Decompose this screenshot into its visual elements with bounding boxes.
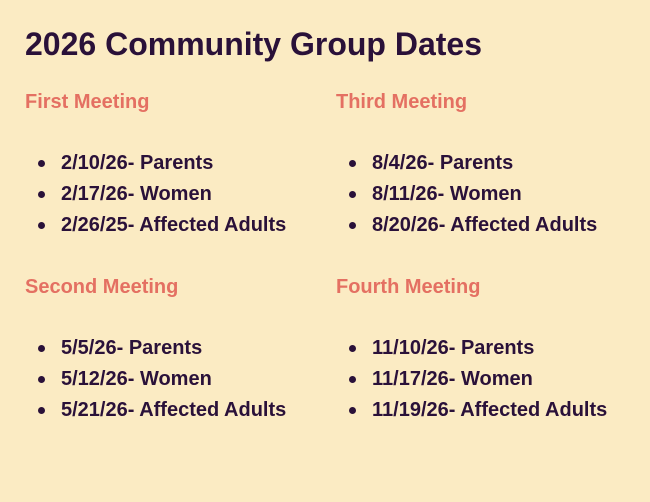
second-meeting-list [25,333,286,426]
list-item [336,333,607,364]
list-item-text: 5/5/26- Parents [61,337,203,359]
list-item [336,148,597,179]
list-item [25,148,286,179]
bullet-icon [349,160,356,167]
list-item [336,210,597,241]
first-meeting-section [25,88,335,236]
list-item [25,210,286,241]
list-item [336,179,597,210]
list-item-text: 11/19/26- Affected Adults [372,399,608,421]
bullet-icon [349,376,356,383]
third-meeting-list [336,148,597,241]
fourth-meeting-list [336,333,607,426]
bullet-icon [38,345,45,352]
bullet-icon [38,222,45,229]
third-meeting-heading: Third Meeting [336,91,468,113]
list-item-text: 8/4/26- Parents [372,152,514,174]
bullet-icon [38,407,45,414]
second-meeting-heading: Second Meeting [25,276,179,298]
list-item [25,364,286,395]
third-meeting-section [336,88,646,236]
bullet-icon [349,191,356,198]
page-title: 2026 Community Group Dates [25,26,482,62]
list-item-text: 2/17/26- Women [61,183,212,205]
list-item-text: 5/12/26- Women [61,368,212,390]
list-item-text: 2/10/26- Parents [61,152,214,174]
list-item [336,395,607,426]
list-item [25,179,286,210]
fourth-meeting-heading: Fourth Meeting [336,276,481,298]
first-meeting-heading: First Meeting [25,91,150,113]
bullet-icon [38,191,45,198]
bullet-icon [349,407,356,414]
list-item-text: 2/26/25- Affected Adults [61,214,287,236]
list-item [25,395,286,426]
list-item-text: 11/17/26- Women [372,368,533,390]
second-meeting-section [25,273,335,421]
first-meeting-list [25,148,286,241]
list-item-text: 8/11/26- Women [372,183,522,205]
list-item [336,364,607,395]
bullet-icon [349,222,356,229]
list-item-text: 8/20/26- Affected Adults [372,214,598,236]
bullet-icon [38,160,45,167]
list-item-text: 5/21/26- Affected Adults [61,399,287,421]
fourth-meeting-section [336,273,646,421]
bullet-icon [38,376,45,383]
list-item [25,333,286,364]
list-item-text: 11/10/26- Parents [372,337,535,359]
bullet-icon [349,345,356,352]
